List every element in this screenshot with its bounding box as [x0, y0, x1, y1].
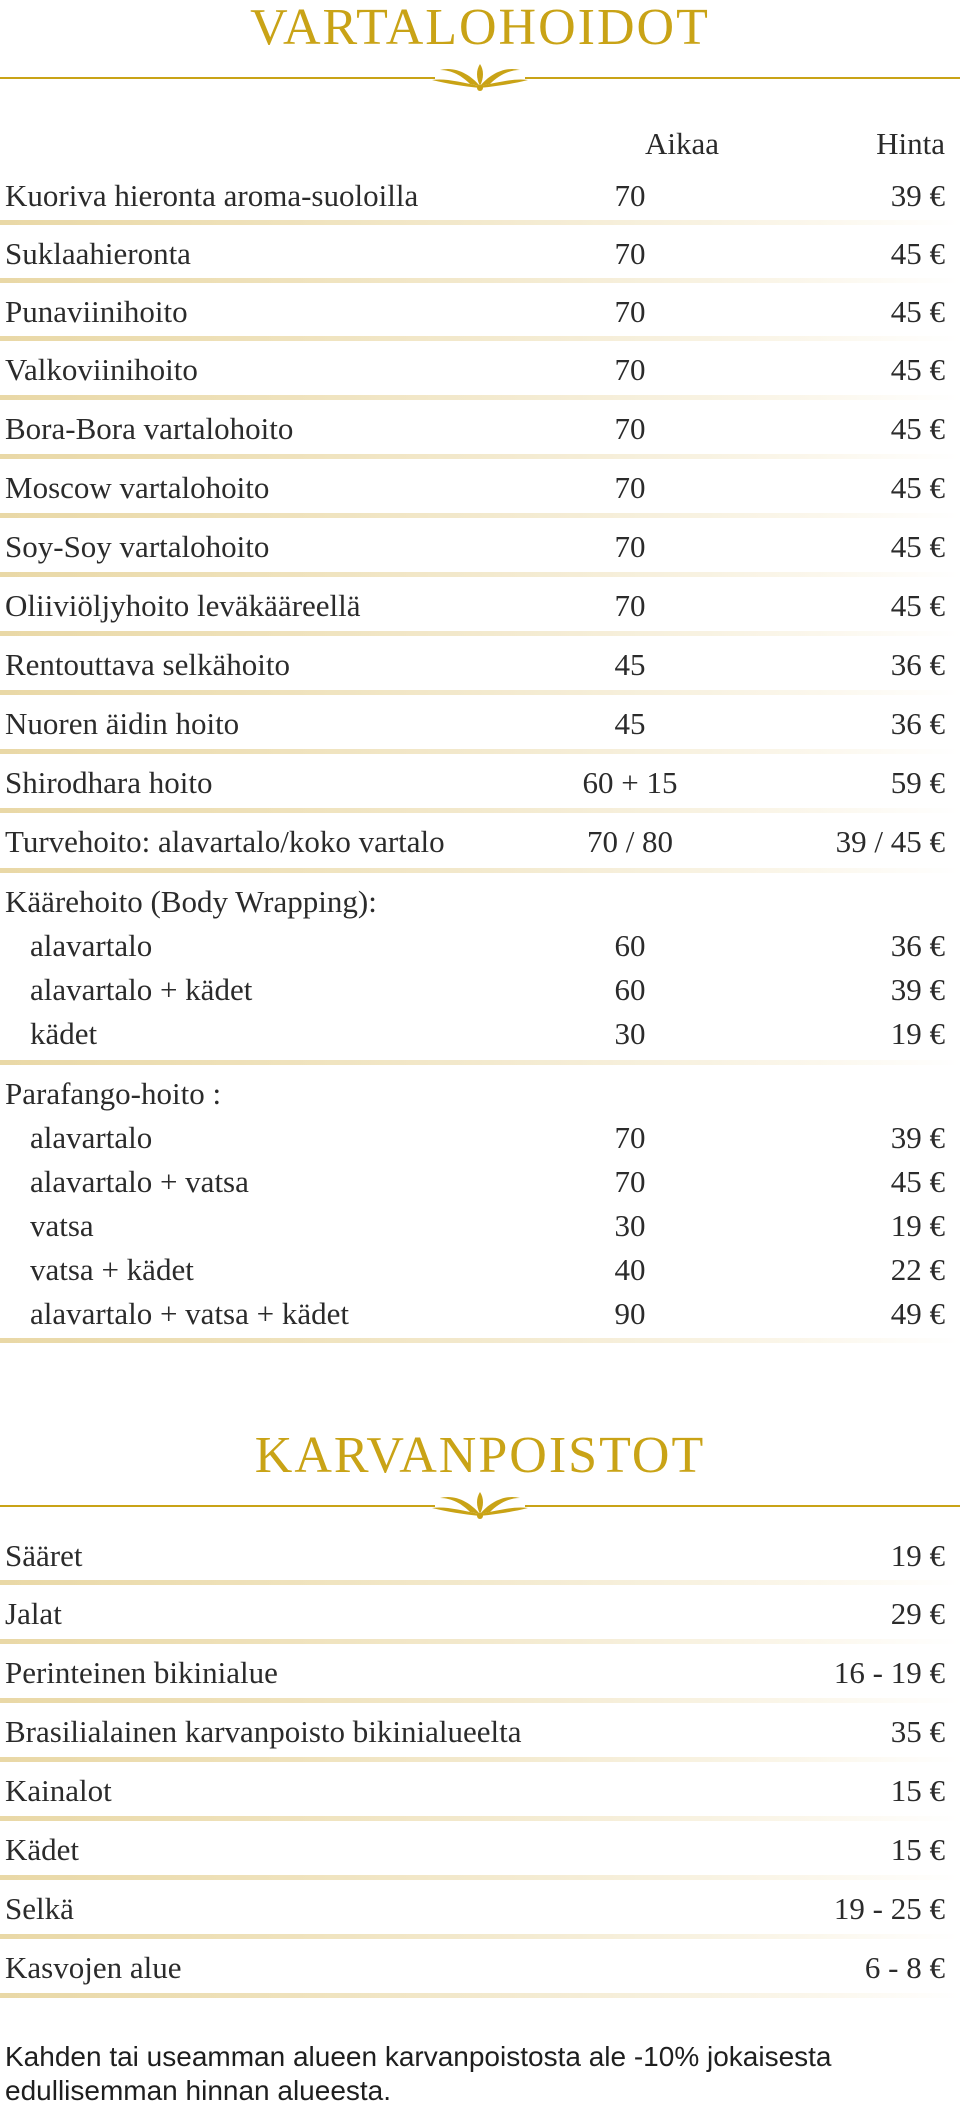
treatment-time: 60 [614, 972, 646, 1007]
treatment-time: 30 [614, 1208, 646, 1243]
treatment-price: 39 € [890, 178, 945, 213]
divider [0, 395, 960, 400]
treatment-price: 49 € [890, 1296, 945, 1331]
list-item [0, 924, 960, 968]
treatment-name: Valkoviinihoito [5, 352, 198, 387]
treatment-name: Oliiviöljyhoito leväkääreellä [5, 588, 361, 623]
treatment-time: 60 [614, 928, 646, 963]
treatment-price: 59 € [890, 765, 945, 800]
treatment-price: 45 € [890, 411, 945, 446]
divider [0, 690, 960, 695]
treatment-name: alavartalo [30, 1120, 153, 1155]
treatment-price: 45 € [890, 236, 945, 271]
treatment-price: 15 € [890, 1773, 945, 1808]
list-item [0, 1534, 960, 1578]
treatment-price: 19 € [890, 1016, 945, 1051]
list-item [0, 1592, 960, 1636]
treatment-time: 70 [614, 294, 646, 329]
discount-note: Kahden tai useamman alueen karvanpoistosta ale -10% jokaisesta edullisemman hinnan alueesta. [5, 2041, 832, 2106]
treatment-time: 70 [614, 411, 646, 446]
column-header-price: Hinta [876, 126, 945, 161]
list-item [0, 1769, 960, 1813]
treatment-time: 70 [614, 588, 646, 623]
divider [0, 454, 960, 459]
list-item [0, 1204, 960, 1248]
group-heading [0, 1072, 960, 1116]
divider [0, 220, 960, 225]
treatment-name: Selkä [5, 1891, 74, 1926]
treatment-name: Kädet [5, 1832, 80, 1867]
treatment-time: 45 [614, 706, 646, 741]
list-item [0, 1012, 960, 1056]
treatment-price: 15 € [890, 1832, 945, 1867]
treatment-price: 45 € [890, 529, 945, 564]
group-heading [0, 880, 960, 924]
list-item [0, 348, 960, 392]
divider [0, 631, 960, 636]
treatment-name: Soy-Soy vartalohoito [5, 529, 270, 564]
divider [0, 336, 960, 341]
treatment-price: 19 € [890, 1538, 945, 1573]
treatment-time: 70 [614, 1164, 646, 1199]
treatment-name: Brasilialainen karvanpoisto bikinialueelta [5, 1714, 522, 1749]
treatment-name: Kainalot [5, 1773, 112, 1808]
divider [0, 1993, 960, 1998]
treatment-price: 45 € [890, 294, 945, 329]
list-item [0, 1651, 960, 1695]
treatment-price: 45 € [890, 1164, 945, 1199]
treatment-price: 45 € [890, 588, 945, 623]
divider [0, 572, 960, 577]
list-item [0, 1887, 960, 1931]
treatment-price: 36 € [890, 647, 945, 682]
list-item [0, 232, 960, 276]
list-item [0, 968, 960, 1012]
list-item [0, 1292, 960, 1336]
treatment-name: Suklaahieronta [5, 236, 191, 271]
list-item [0, 290, 960, 334]
treatment-name: Bora-Bora vartalohoito [5, 411, 294, 446]
divider [0, 513, 960, 518]
treatment-name: Nuoren äidin hoito [5, 706, 240, 741]
treatment-price: 45 € [890, 352, 945, 387]
treatment-name: alavartalo + kädet [30, 972, 253, 1007]
list-item [0, 1710, 960, 1754]
divider [0, 1816, 960, 1821]
divider [0, 1580, 960, 1585]
treatment-name: vatsa + kädet [30, 1252, 194, 1287]
treatment-name: Kuoriva hieronta aroma-suoloilla [5, 178, 419, 213]
list-item [0, 174, 960, 218]
group-heading-label: Käärehoito (Body Wrapping): [5, 884, 377, 919]
gold-flourish-icon [0, 1484, 960, 1520]
treatment-price: 35 € [890, 1714, 945, 1749]
list-item [0, 525, 960, 569]
treatment-time: 70 [614, 178, 646, 213]
treatment-name: Turvehoito: alavartalo/koko vartalo [5, 824, 445, 859]
treatment-time: 70 [614, 529, 646, 564]
treatment-name: alavartalo + vatsa + kädet [30, 1296, 349, 1331]
treatment-time: 45 [614, 647, 646, 682]
treatment-name: Moscow vartalohoito [5, 470, 270, 505]
treatment-time: 70 [614, 236, 646, 271]
group-heading-label: Parafango-hoito : [5, 1076, 222, 1111]
treatment-price: 39 / 45 € [835, 824, 945, 859]
treatment-price: 19 € [890, 1208, 945, 1243]
divider [0, 278, 960, 283]
column-header-time: Aikaa [645, 126, 720, 161]
section-title-vartalohoidot: VARTALOHOIDOT [250, 0, 710, 56]
list-item [0, 584, 960, 628]
divider [0, 1060, 960, 1065]
divider [0, 808, 960, 813]
treatment-time: 40 [614, 1252, 646, 1287]
list-item [0, 702, 960, 746]
treatment-name: Shirodhara hoito [5, 765, 213, 800]
treatment-time: 70 [614, 1120, 646, 1155]
divider [0, 1698, 960, 1703]
divider [0, 1338, 960, 1343]
list-item [0, 761, 960, 805]
list-item [0, 407, 960, 451]
list-item [0, 1828, 960, 1872]
treatment-price: 16 - 19 € [833, 1655, 945, 1690]
treatment-name: Jalat [5, 1596, 62, 1631]
treatment-name: Perinteinen bikinialue [5, 1655, 278, 1690]
treatment-name: Punaviinihoito [5, 294, 188, 329]
list-item [0, 1946, 960, 1990]
treatment-price: 19 - 25 € [833, 1891, 945, 1926]
divider [0, 1934, 960, 1939]
treatment-price: 22 € [890, 1252, 945, 1287]
treatment-price: 39 € [890, 1120, 945, 1155]
divider [0, 1875, 960, 1880]
treatment-name: vatsa [30, 1208, 94, 1243]
list-item [0, 1116, 960, 1160]
list-item [0, 466, 960, 510]
treatment-price: 36 € [890, 928, 945, 963]
list-item [0, 1248, 960, 1292]
treatment-time: 60 + 15 [582, 765, 678, 800]
divider [0, 1757, 960, 1762]
divider [0, 749, 960, 754]
list-item [0, 643, 960, 687]
treatment-name: alavartalo [30, 928, 153, 963]
treatment-price: 45 € [890, 470, 945, 505]
section-title-karvanpoistot: KARVANPOISTOT [254, 1427, 706, 1484]
treatment-name: Sääret [5, 1538, 83, 1573]
treatment-time: 70 [614, 352, 646, 387]
treatment-price: 39 € [890, 972, 945, 1007]
treatment-name: Kasvojen alue [5, 1950, 182, 1985]
treatment-price: 6 - 8 € [864, 1950, 945, 1985]
treatment-name: Rentouttava selkähoito [5, 647, 290, 682]
treatment-time: 30 [614, 1016, 646, 1051]
divider [0, 1639, 960, 1644]
gold-flourish-icon [0, 56, 960, 92]
divider [0, 868, 960, 873]
treatment-price: 29 € [890, 1596, 945, 1631]
treatment-time: 70 / 80 [586, 824, 674, 859]
treatment-price: 36 € [890, 706, 945, 741]
list-item [0, 820, 960, 864]
treatment-time: 70 [614, 470, 646, 505]
treatment-name: kädet [30, 1016, 98, 1051]
treatment-name: alavartalo + vatsa [30, 1164, 249, 1199]
list-item [0, 1160, 960, 1204]
treatment-time: 90 [614, 1296, 646, 1331]
